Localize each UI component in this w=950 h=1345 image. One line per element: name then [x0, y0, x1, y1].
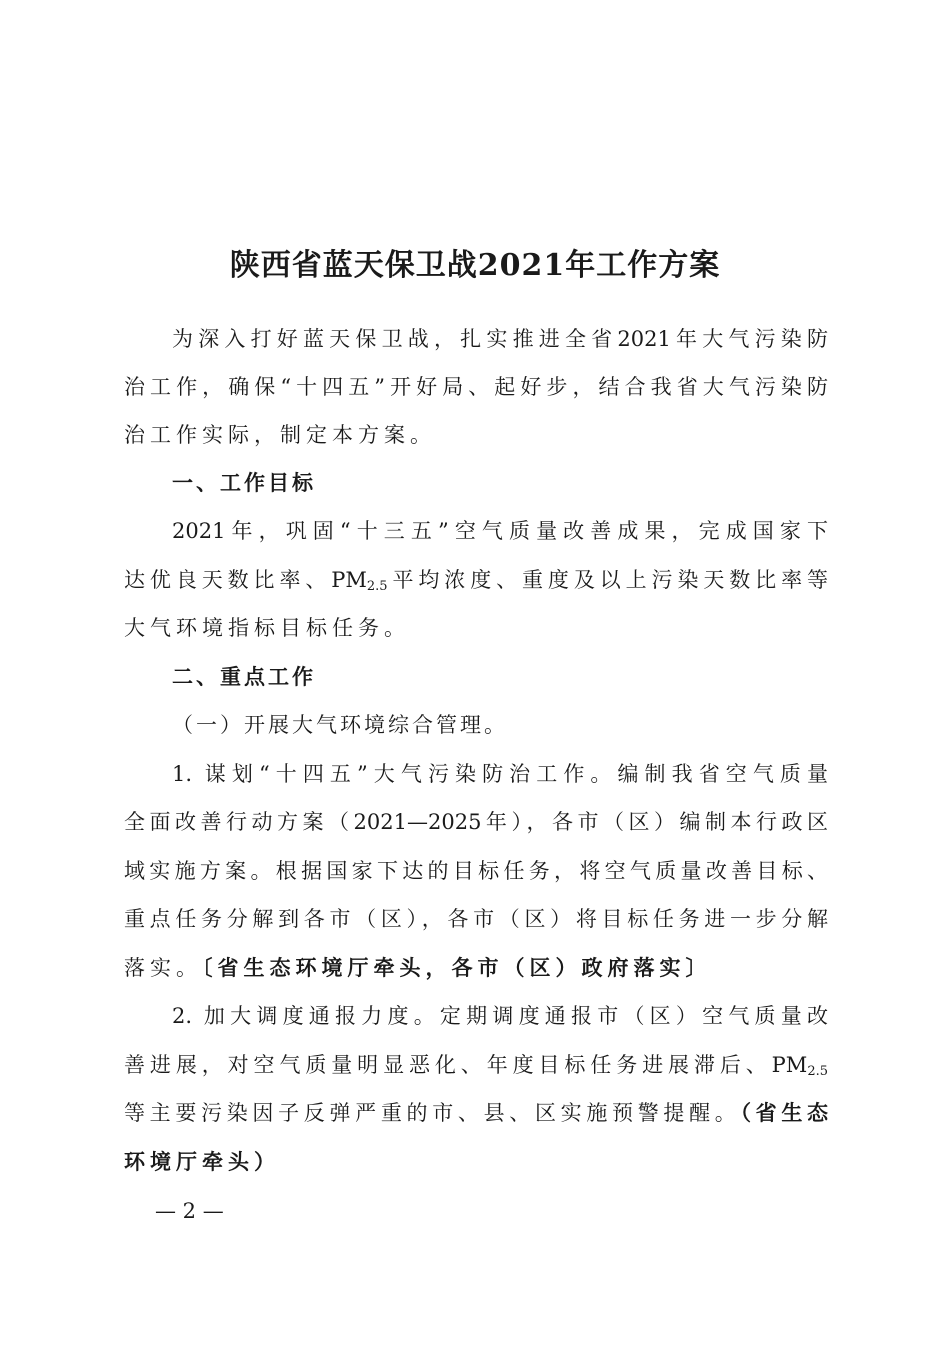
- intro-line-2: 治工作，确保“十四五”开好局、起好步，结合我省大气污染防: [124, 375, 828, 399]
- goals-line-1: 2021年，巩固“十三五”空气质量改善成果，完成国家下: [172, 519, 828, 543]
- section-heading-key-work: 二、重点工作: [172, 665, 316, 689]
- item2-responsibility-start: （省生态: [740, 1101, 829, 1125]
- item1-line-2: 全面改善行动方案（2021—2025年），各市（区）编制本行政区: [124, 810, 828, 834]
- item2-line-1: 2. 加大调度通报力度。定期调度通报市（区）空气质量改: [172, 1004, 828, 1028]
- item1-line-1: 1. 谋划“十四五”大气污染防治工作。编制我省空气质量: [172, 762, 828, 786]
- item1-line-5-text: 落实。: [124, 956, 202, 980]
- item1-line-4: 重点任务分解到各市（区），各市（区）将目标任务进一步分解: [124, 907, 828, 931]
- item2-line-2-text: 善进展，对空气质量明显恶化、年度目标任务进展滞后、PM: [124, 1053, 808, 1077]
- pm-subscript: 2.5: [366, 579, 388, 594]
- item2-line-3-text: 等主要污染因子反弹严重的市、县、区实施预警提醒。: [124, 1101, 741, 1125]
- goals-line-2: [124, 566, 828, 594]
- intro-line-1: 为深入打好蓝天保卫战，扎实推进全省2021年大气污染防: [172, 327, 828, 351]
- item2-line-2: [124, 1051, 828, 1079]
- subsection-heading: （一）开展大气环境综合管理。: [172, 713, 508, 737]
- item1-line-5: [124, 954, 828, 982]
- pm-subscript: 2.5: [807, 1064, 828, 1079]
- page-number: — 2 —: [155, 1199, 224, 1223]
- item2-line-3: [124, 1099, 828, 1127]
- document-title: 陕西省蓝天保卫战2021年工作方案: [229, 248, 721, 283]
- goals-line-3: 大气环境指标目标任务。: [124, 616, 410, 640]
- goals-line-2-before: 达优良天数比率、PM: [124, 568, 367, 592]
- item2-line-4: 环境厅牵头）: [124, 1150, 280, 1174]
- section-heading-goals: 一、工作目标: [172, 471, 316, 495]
- intro-line-3: 治工作实际，制定本方案。: [124, 423, 436, 447]
- goals-line-2-after: 平均浓度、重度及以上污染天数比率等: [387, 568, 828, 592]
- item1-responsibility: 〔省生态环境厅牵头，各市（区）政府落实〕: [202, 956, 712, 980]
- item1-line-3: 域实施方案。根据国家下达的目标任务，将空气质量改善目标、: [124, 859, 828, 883]
